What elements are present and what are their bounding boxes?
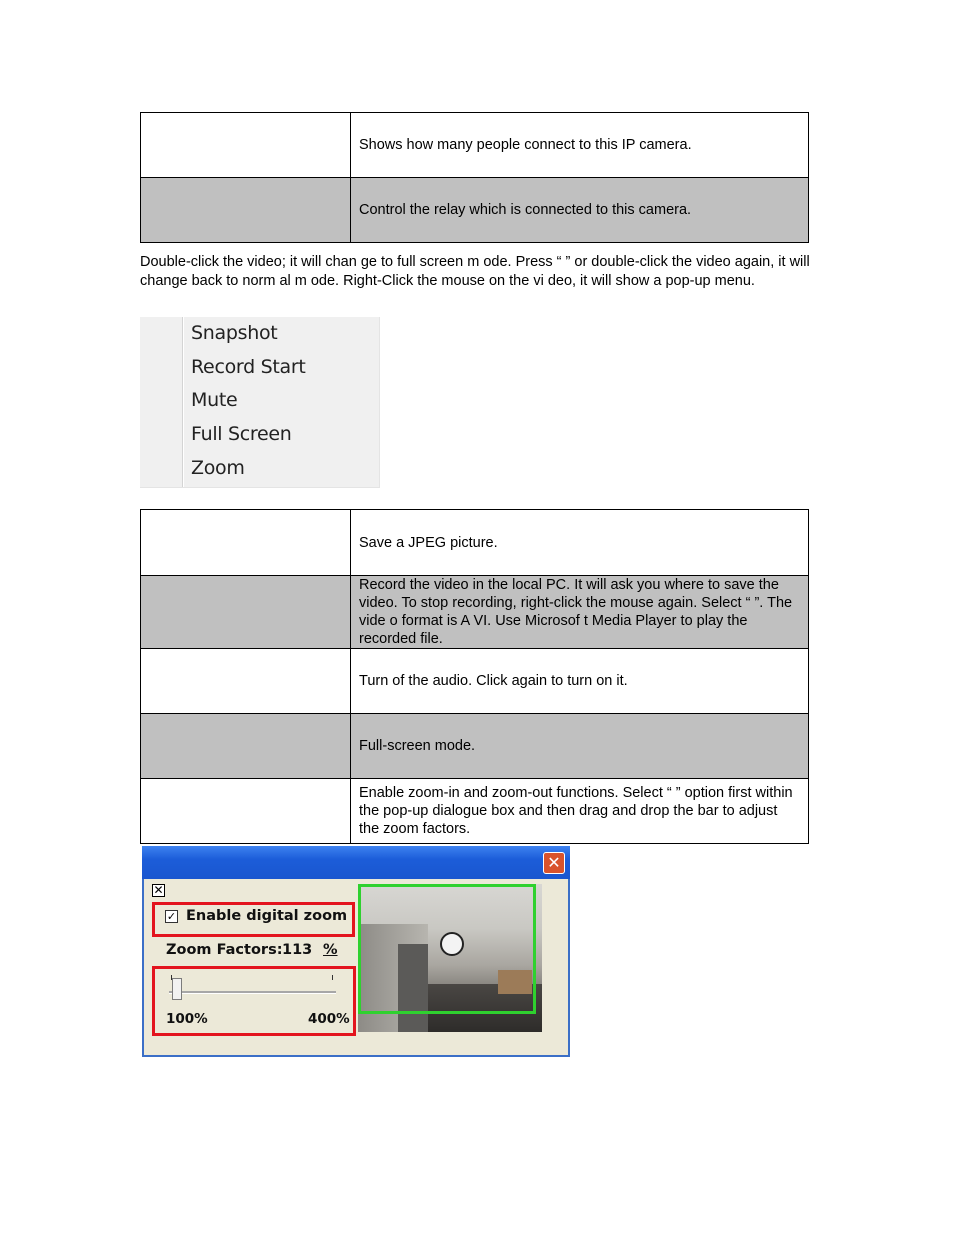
- table-desc-cell: Enable zoom-in and zoom-out functions. Select “ ” option first within the pop-up dialogue box and then drag and drop the bar to adjust the zoom factors.: [351, 779, 809, 844]
- menu-item-full-screen[interactable]: Full Screen: [191, 423, 292, 445]
- table-desc-cell: Save a JPEG picture.: [351, 510, 809, 576]
- zoom-region-box[interactable]: [358, 884, 536, 1014]
- table-desc-cell: Record the video in the local PC. It will ask you where to save the video. To stop recording, right-click the mouse again. Select “ ”. The vide o format is A VI. Use Microsof t Media Player to play the recorded file.: [351, 576, 809, 649]
- table-key-cell: [141, 779, 351, 844]
- close-icon[interactable]: ✕: [543, 852, 565, 874]
- table-row: [141, 113, 809, 178]
- table-key-cell: [141, 714, 351, 779]
- slider-tick: [332, 975, 333, 980]
- enable-zoom-label: Enable digital zoom: [186, 908, 348, 924]
- instructions-paragraph: Double-click the video; it will chan ge to full screen m ode. Press “ ” or double-click the video again, it will change back to norm al m ode. Right-Click the mouse on the vi deo, it will show a pop-up menu.: [140, 254, 810, 289]
- table-row: [141, 649, 809, 714]
- zoom-dialog: [142, 846, 570, 1057]
- table-row: [141, 576, 809, 649]
- table-key-cell: [141, 113, 351, 178]
- table-desc-cell: Shows how many people connect to this IP camera.: [351, 113, 809, 178]
- slider-max-label: 400%: [308, 1011, 350, 1027]
- popup-menu: [140, 317, 380, 488]
- enable-zoom-checkbox[interactable]: ✓: [166, 910, 177, 923]
- small-close-icon[interactable]: ✕: [153, 883, 164, 897]
- menu-item-record-start[interactable]: Record Start: [191, 356, 306, 378]
- menu-gutter-highlight: [183, 317, 184, 487]
- table-desc-cell: Turn of the audio. Click again to turn on it.: [351, 649, 809, 714]
- info-table-1: [140, 112, 809, 243]
- zoom-slider-track[interactable]: [169, 991, 336, 994]
- table-row: [141, 178, 809, 243]
- table-row: [141, 714, 809, 779]
- info-table-2: [140, 509, 809, 844]
- dialog-titlebar: [142, 846, 570, 879]
- zoom-factors-label: Zoom Factors:: [166, 942, 283, 958]
- menu-item-zoom[interactable]: Zoom: [191, 457, 245, 479]
- zoom-unit: %: [323, 942, 338, 958]
- table-desc-cell: Control the relay which is connected to this camera.: [351, 178, 809, 243]
- table-key-cell: [141, 649, 351, 714]
- zoom-slider-thumb[interactable]: [172, 978, 182, 1000]
- table-key-cell: [141, 576, 351, 649]
- table-row: [141, 779, 809, 844]
- table-desc-cell: Full-screen mode.: [351, 714, 809, 779]
- menu-item-snapshot[interactable]: Snapshot: [191, 322, 278, 344]
- slider-min-label: 100%: [166, 1011, 208, 1027]
- table-key-cell: [141, 178, 351, 243]
- table-row: [141, 510, 809, 576]
- zoom-value: 113: [282, 942, 313, 958]
- menu-item-mute[interactable]: Mute: [191, 389, 238, 411]
- table-key-cell: [141, 510, 351, 576]
